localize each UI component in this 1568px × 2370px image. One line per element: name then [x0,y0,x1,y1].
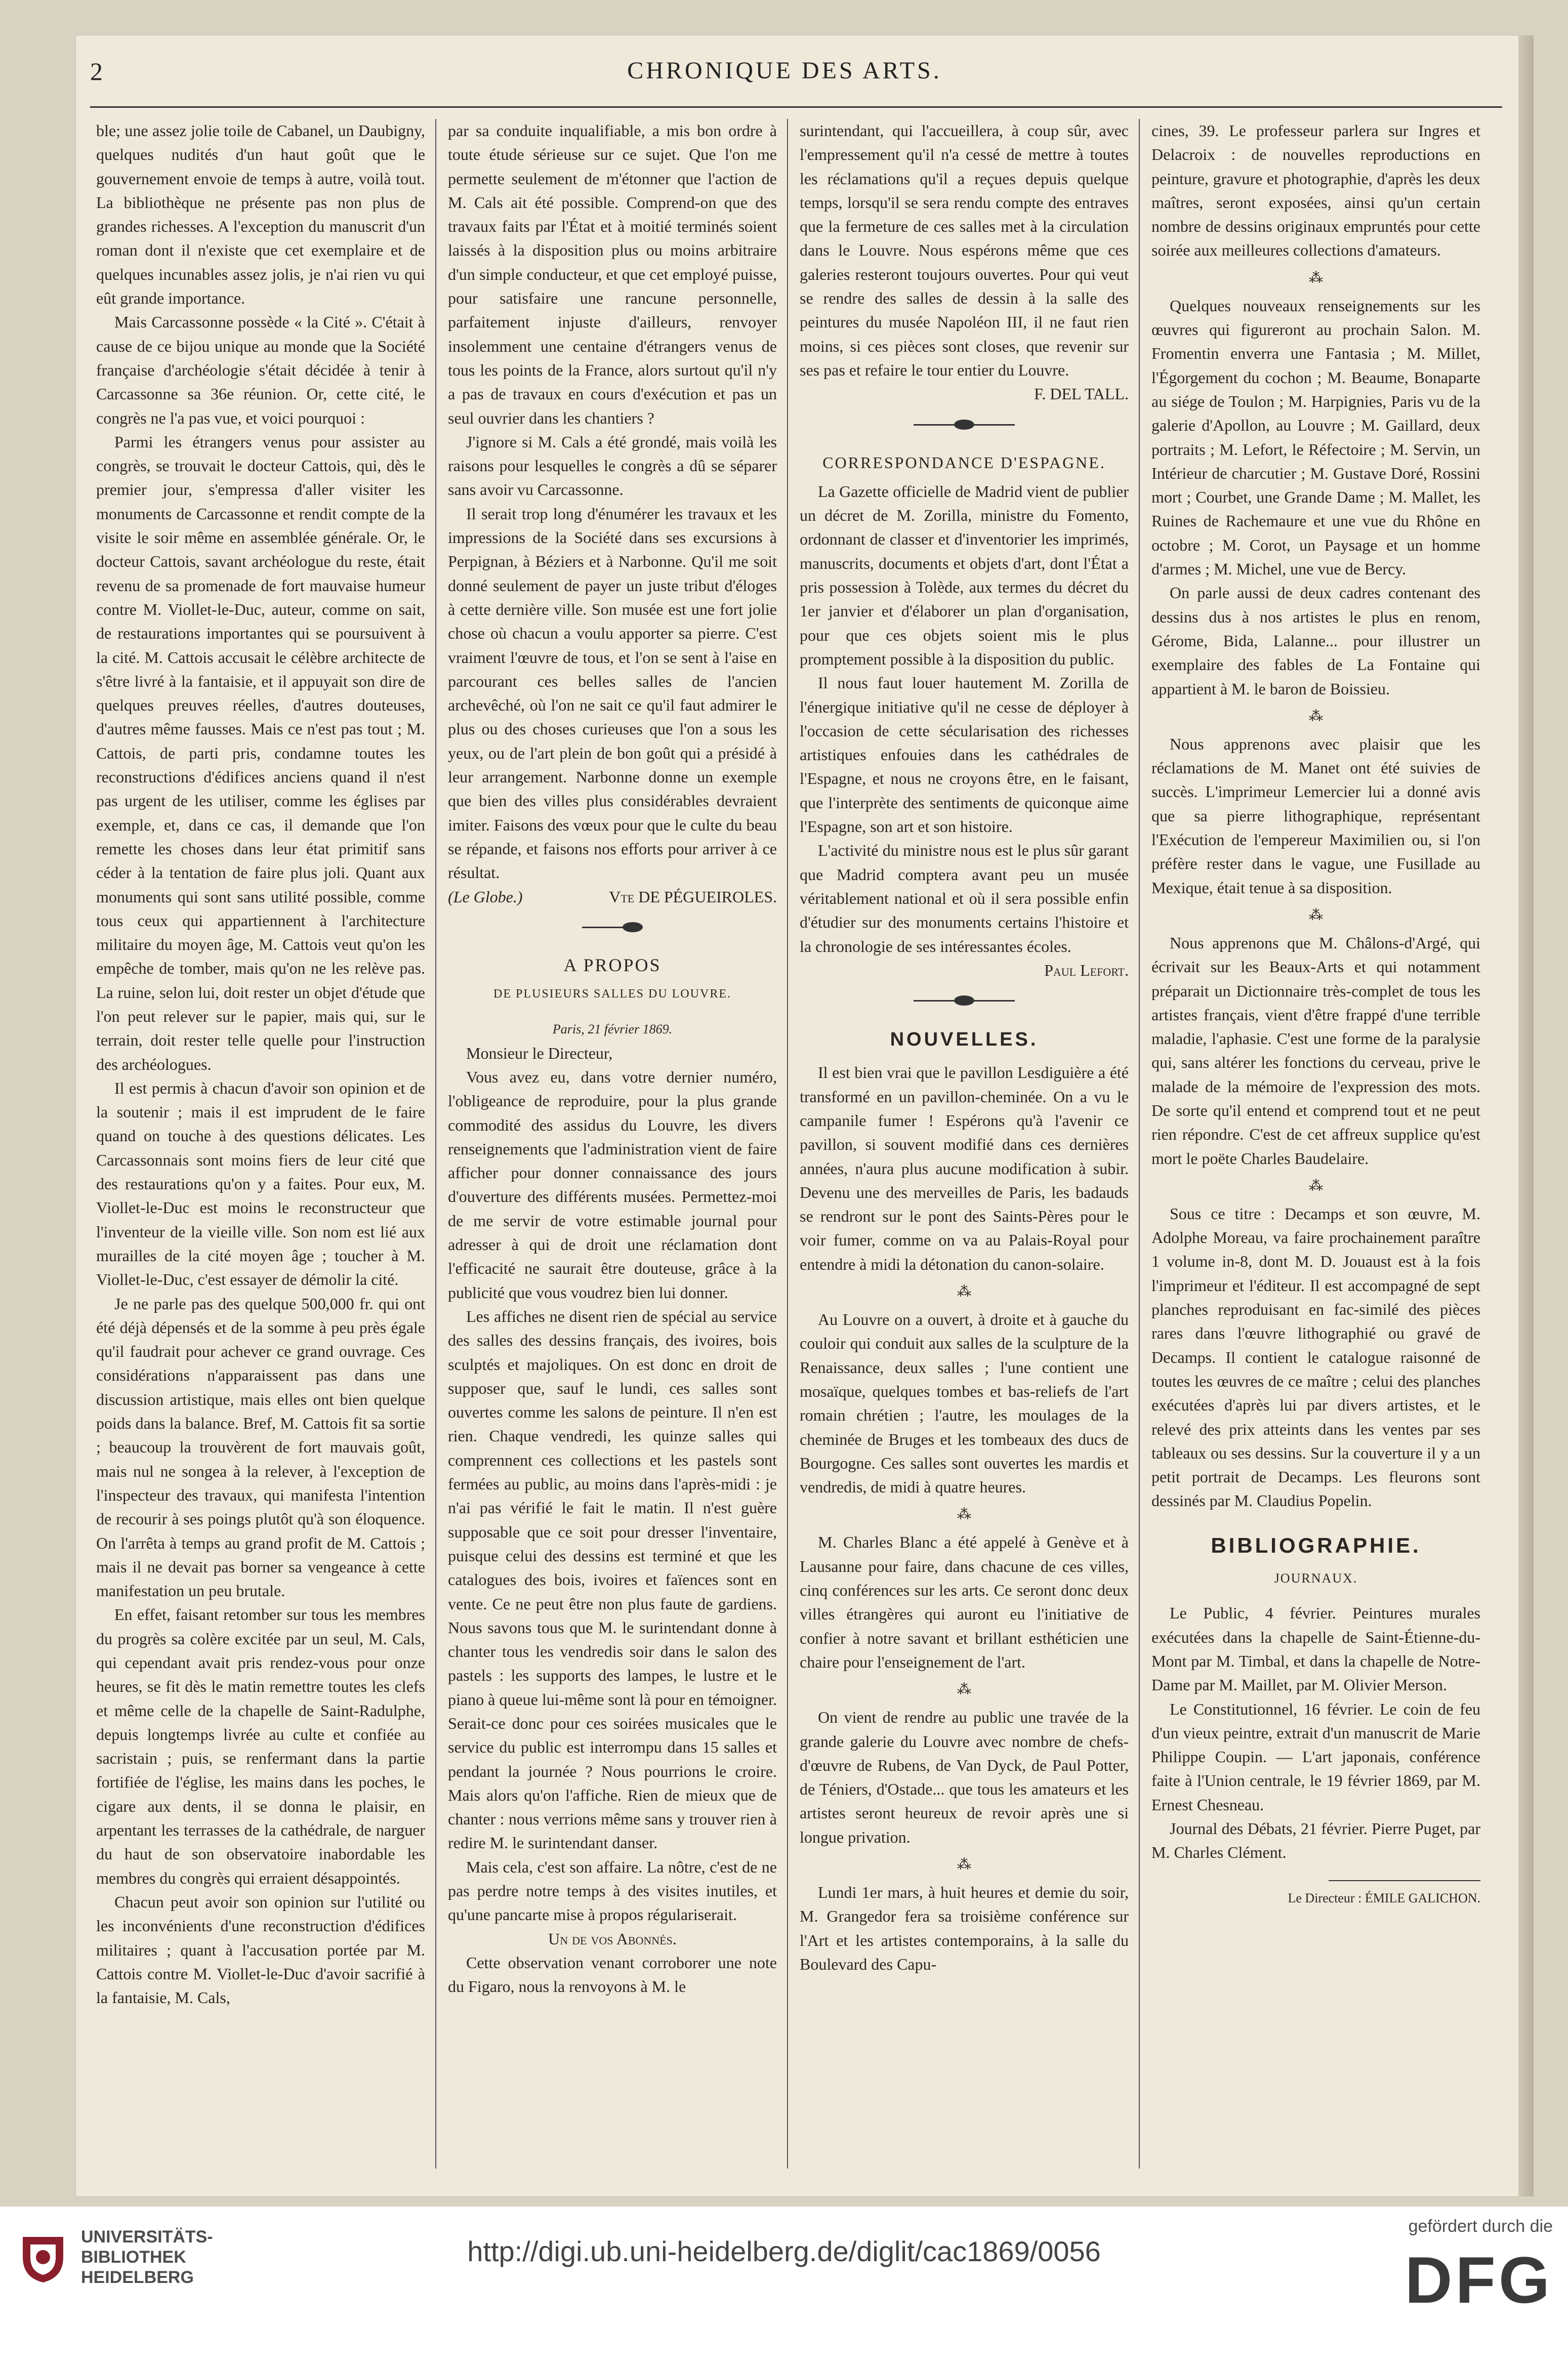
salutation: Monsieur le Directeur, [466,1044,613,1062]
col3-paragraph: La Gazette officielle de Madrid vient de publier un décret de M. Zorilla, ministre du Fomento, ordonnant de classer et d'inventorier les imprimés, manuscrits, documents et objets d'art, dont l'État a pris possession à Tolède, aux termes du décret du 1er janvier et d'élaborer un plan d'organisation, pour que ces objets soient mis le plus promptement possible à la disposition du public. [800,482,1129,668]
column-rule [1139,119,1140,2169]
col1-paragraph: ble; une assez jolie toile de Cabanel, un Daubigny, quelques nudités d'un haut goût que le gouvernement envoie de temps à autre, voilà tout. La bibliothèque ne présente pas non plus de grandes richesses. A l'exception du manuscrit d'un roman dont il n'existe que cet exemplaire et de quelques incunables assez jolis, je n'ai rien vu qui eût grande importance. [96,121,425,308]
signature-line [448,885,777,909]
digitization-footer [0,2207,1568,2370]
col2-paragraph: Cette observation venant corroborer une note du Figaro, nous la renvoyons à M. le [448,1953,777,1996]
column-rule [787,119,788,2169]
stars-separator: ⁂ [1309,270,1323,286]
section-heading-nouvelles: NOUVELLES. [890,1029,1039,1051]
col4-paragraph: cines, 39. Le professeur parlera sur Ingres et Delacroix : de nouvelles reproductions en peinture, gravure et photographie, d'après les deux maîtres, seront exposées, ainsi qu'un certain nombre de dessins originaux empruntés pour cette soirée aux meilleures collections d'amateurs. [1151,121,1480,260]
univ-line: BIBLIOTHEK [81,2248,186,2267]
column-2 [448,119,777,1999]
col2-paragraph: Les affiches ne disent rien de spécial au service des salles des dessins français, des ivoires, bois sculptés et majoliques. On est donc en droit de supposer que, sauf le lundi, ces salles sont ouvertes comme les salons de peinture. Il n'en est rien. Chaque vendredi, les quinze salles qui comprennent ces collections et les pastels sont fermées au public, au moins dans l'après-midi : je n'ai pas vérifié le fait le matin. Il n'est guère supposable que ce soit pour dresser l'inventaire, puisque celui des dessins est terminé et que les catalogues des bois, ivoires et faïences sont en vente. Ce ne peut être non plus faute de gardiens. Nous savons tous que M. le surintendant donne à chanter tous les vendredis soir dans le salon des pastels : les supports des lampes, le lustre et le piano à queue lui-même sont là pour en témoigner. Serait-ce donc pour ces soirées musicales que le service du public est interrompu dans 15 salles et pendant la journée ? Nous pourrions le croire. Mais alors qu'on l'affiche. Rien de mieux que de chanter : nous verrions même sans y trouver rien à redire M. le surintendant danser. [448,1307,777,1852]
subsection-heading-journaux: JOURNAUX. [1274,1571,1358,1586]
col4-paragraph: Le Constitutionnel, 16 février. Le coin de feu d'un vieux peintre, extrait d'un manuscrit de Marie Philippe Coupin. — L'art japonais, conférence faite à l'Union centrale, le 19 février 1869, par M. Ernest Chesneau. [1151,1699,1480,1814]
dfg-logo-icon: DFG [1405,2243,1553,2317]
column-3 [800,119,1129,1976]
page-header [76,52,1493,92]
funded-by-label: gefördert durch die [1408,2217,1553,2236]
col3-paragraph: surintendant, qui l'accueillera, à coup sûr, avec l'empressement qu'il n'a cessé de mettre à toutes les réclamations qu'il a reçues depuis quelque temps, lorsqu'il se sera rendu compte des entraves que la fermeture de ces salles met à la circulation dans le Louvre. Nous espérons même que ces galeries resteront toujours ouvertes. Pour qui veut se rendre des salles de dessin à la salle des peintures du musée Napoléon III, il ne faut rien moins, si ces pièces sont closes, que revenir sur ses pas et refaire le tour entier du Louvre. [800,121,1129,379]
col3-paragraph: On vient de rendre au public une travée de la grande galerie du Louvre avec nombre de chefs-d'œuvre de Rubens, de Van Dyck, de Paul Potter, de Téniers, d'Ostade... que tous les amateurs et les artistes seront heureux de revoir après une si longue privation. [800,1708,1129,1846]
page-number: 2 [90,57,103,86]
article-date: Paris, 21 février 1869. [552,1022,673,1037]
col1-paragraph: Il est permis à chacun d'avoir son opinion et de la soutenir ; mais il est imprudent de le faire quand on touche à des questions délicates. Les Carcassonnais sont moins fiers de leur cité que des restaurations qu'on y a faites. Pour eux, M. Viollet-le-Duc est moins le reconstructeur que l'inventeur de la vieille ville. Son nom est lié aux murailles de la cité moyen âge ; toucher à M. Viollet-le-Duc, c'est essayer de démolir la cité. [96,1078,425,1289]
stars-separator: ⁂ [1309,708,1323,724]
col3-paragraph: L'activité du ministre nous est le plus sûr garant que Madrid comptera avant peu un musée véritablement national et où il sera possible enfin d'étudier sur des monuments certains l'histoire et la chronologie de ses intéressantes écoles. [800,841,1129,955]
col4-paragraph: Nous apprenons que M. Châlons-d'Argé, qui écrivait sur les Beaux-Arts et qui notamment préparait un Dictionnaire très-complet de tous les artistes français, vient d'être frappé d'une terrible maladie, l'aphasie. C'est une forme de la paralysie qui, sans altérer les fonctions du cerveau, prive le malade de la mémoire de l'expression des mots. De sorte qu'il entend et comprend tout et ne peut rien répondre. C'est de cet affreux supplice qu'est mort le poëte Charles Baudelaire. [1151,933,1480,1168]
section-ornament [914,418,1015,432]
section-ornament [582,920,643,934]
col1-paragraph: En effet, faisant retomber sur tous les membres du progrès sa colère excitée par un seul, M. Cals, qui cependant avait pris rendez-vous pour onze heures, se fit dès le matin remettre toutes les clefs et même celle de la chapelle de Saint-Radulphe, depuis longtemps livrée au culte et confiée au sacristain ; puis, se renfermant dans la partie fortifiée de l'église, les mains dans les poches, le cigare aux dents, il se donna le plaisir, en arpentant les terrasses de la cathédrale, de narguer du haut de son observatoire inabordable les membres du congrès qui erraient désappointés. [96,1605,425,1887]
director-rule [1329,1880,1480,1881]
col1-paragraph: Je ne parle pas des quelque 500,000 fr. qui ont été déjà dépensés et de la somme à peu près égale qu'il faudrait pour achever ce grand ouvrage. Ces considérations n'apparaissent pas dans une discussion artistique, mais elles ont bien quelque poids dans la balance. Bref, M. Cattois fit sa sortie ; beaucoup la trouvèrent de fort mauvais goût, mais nul ne songea à la relever, à l'exception de l'inspecteur des travaux, qui manifesta l'intention de recourir à ses poings plutôt qu'à son éloquence. On l'arrêta à temps au grand profit de M. Cattois ; mais il ne devait pas borner sa vengeance à cette manifestation un peu brutale. [96,1294,425,1600]
col1-paragraph: Chacun peut avoir son opinion sur l'utilité ou les inconvénients d'une reconstruction d'édifices militaires ; quant à l'accusation portée par M. Cattois contre M. Viollet-le-Duc d'avoir sacrifié à la fantaisie, M. Cals, [96,1892,425,2007]
univ-line: HEIDELBERG [81,2268,194,2287]
stars-separator: ⁂ [1309,1178,1323,1194]
col2-paragraph: Il serait trop long d'énumérer les travaux et les impressions de la Société dans ses excursions à Perpignan, à Béziers et à Narbonne. Qu'il me soit donné seulement de payer un juste tribut d'éloges à cette dernière ville. Son musée est une fort jolie chose où chacun a voulu apporter sa pierre. C'est vraiment l'œuvre de tous, et l'on se sent à l'aise en parcourant ces belles salles de l'ancien archevêché, où l'on ne sait ce qu'il faut admirer le plus ou des choses curieuses que l'on a sous les yeux, ou de l'art plein de bon goût qui a présidé à leur arrangement. Narbonne donne un exemple que bien des villes plus considérables devraient imiter. Faisons des vœux pour que le culte du beau se répande, et faisons nos efforts pour arriver à ce résultat. [448,504,777,882]
col4-paragraph: Nous apprenons avec plaisir que les réclamations de M. Manet ont été suivies de succès. L'imprimeur Lemercier lui a donné avis que sa pierre lithographique, représentant l'Exécution de l'empereur Maximilien ou, si l'on préfère rester dans le vague, une Fusillade au Mexique, était tenue à sa disposition. [1151,734,1480,897]
signature: F. DEL TALL. [1034,385,1129,403]
col1-paragraph: Parmi les étrangers venus pour assister au congrès, se trouvait le docteur Cattois, qui, dès le premier jour, s'empressa d'aller visiter les monuments de Carcassonne et rendit compte de la visite le soir même en assemblée générale. Or, le docteur Cattois, savant archéologue du reste, était revenu de sa promenade de fort mauvaise humeur contre M. Viollet-le-Duc, auteur, comme on sait, de restaurations importantes qui se poursuivent à la cité. M. Cattois accusait le célèbre architecte de s'être livré à la fantaisie, et il appuyait son dire de quelques preuves réelles, d'autres douteuses, d'autres même fausses. Mais ce n'est pas tout ; M. Cattois, de parti pris, condamne toutes les reconstructions d'édifices anciens quand il n'est pas urgent de les utiliser, comme les églises par exemple, et, dans ce cas, il demande que l'on remette les choses dans leur état primitif sans céder à la tentation de faire plus joli. Quant aux monuments qui sont sans utilité possible, comme tous ceux qui appartiennent à l'architecture militaire du moyen âge, M. Cattois veut qu'on les empêche de tomber, mais qu'on ne les relève pas. La ruine, selon lui, doit rester un objet d'étude que l'on peut relever sur le papier, mais qui, sur le terrain, doit rester telle quelle pour l'instruction des archéologues. [96,432,425,1073]
stars-separator: ⁂ [957,1682,971,1698]
article-heading: CORRESPONDANCE D'ESPAGNE. [822,453,1106,472]
col2-paragraph: Mais cela, c'est son affaire. La nôtre, c'est de ne pas perdre notre temps à des visites inutiles, et qu'une pancarte mise à propos régulariserait. [448,1857,777,1924]
col4-paragraph: Quelques nouveaux renseignements sur les œuvres qui figureront au prochain Salon. M. Fromentin enverra une Fantasia ; M. Millet, l'Égorgement du cochon ; M. Beaume, Bonaparte au siége de Toulon ; M. Harpignies, Paris vu de la galerie d'Apollon, au Louvre ; M. Gaillard, deux portraits ; M. Lefort, le Réfectoire ; M. Servin, un Intérieur de charcutier ; M. Gustave Doré, Rossini mort ; Courbet, une Grande Dame ; M. Mallet, les Ruines de Rachemaure et une vue du Rhône en octobre ; M. Corot, un Paysage et un homme d'armes ; M. Michel, une vue de Bercy. [1151,296,1480,578]
stars-separator: ⁂ [957,1507,971,1523]
col3-paragraph: M. Charles Blanc a été appelé à Genève et à Lausanne pour faire, dans chacune de ces villes, cinq conférences sur les arts. Ce seront donc deux villes étrangères qui auront eu l'initiative de confier à notre savant et brillant esthéticien une chaire pour l'enseignement de l'art. [800,1533,1129,1671]
col2-paragraph: Vous avez eu, dans votre dernier numéro, l'obligeance de reproduire, pour la plus grande commodité des assidus du Louvre, les divers renseignements que l'administration vient de faire afficher pour donner connaissance des jours d'ouverture des différents musées. Permettez-moi de me servir de votre estimable journal pour adresser à qui de droit une réclamation dont l'efficacité ne saurait être douteuse, grâce à la publicité que vous voudrez bien lui donner. [448,1067,777,1302]
col4-paragraph: Le Public, 4 février. Peintures murales exécutées dans la chapelle de Saint-Étienne-du-Mont par M. Timbal, et dans la chapelle de Notre-Dame par M. Maillet, par M. Olivier Merson. [1151,1604,1480,1694]
column-rule [435,119,436,2169]
col4-paragraph: Journal des Débats, 21 février. Pierre Puget, par M. Charles Clément. [1151,1819,1480,1862]
col3-paragraph: Lundi 1er mars, à huit heures et demie du soir, M. Grangedor fera sa troisième conférence sur l'Art et les artistes contemporains, à la salle du Boulevard des Capu- [800,1883,1129,1973]
signature: Un de vos Abonnés. [548,1929,677,1948]
col2-paragraph: J'ignore si M. Cals a été grondé, mais voilà les raisons pour lesquelles le congrès a dû se séparer sans avoir vu Carcassonne. [448,432,777,499]
section-ornament [914,993,1015,1008]
col3-paragraph: Au Louvre on a ouvert, à droite et à gauche du couloir qui conduit aux salles de la sculpture de la Renaissance, deux salles ; l'une contient une mosaïque, quelques tombes et bas-reliefs de l'art romain chrétien ; l'autre, les moulages de la cheminée de Bruges et les tombeaux des ducs de Bourgogne. Ces salles sont ouvertes les mardis et vendredis, de midi à quatre heures. [800,1310,1129,1496]
article-subheading: DE PLUSIEURS SALLES DU LOUVRE. [493,987,731,1001]
article-heading: A PROPOS [563,954,662,975]
stars-separator: ⁂ [957,1284,971,1300]
stars-separator: ⁂ [957,1857,971,1873]
director-signature: Le Directeur : ÉMILE GALICHON. [1288,1890,1480,1905]
column-4 [1151,119,1480,1910]
signature: Paul Lefort. [1044,961,1129,979]
journal-title: CHRONIQUE DES ARTS. [627,57,942,84]
header-rule [90,106,1502,108]
newspaper-page [76,35,1518,2196]
stars-separator: ⁂ [1309,907,1323,923]
col1-paragraph: Mais Carcassonne possède « la Cité ». C'était à cause de ce bijou unique au monde que la Société française d'archéologie s'était décidée à tenir à Carcassonne sa 36e réunion. Or, cette cité, le congrès ne l'a pas vue, et voici pourquoi : [96,313,425,427]
source-url-link[interactable]: http://digi.ub.uni-heidelberg.de/diglit/cac1869/0056 [467,2235,1101,2267]
col3-paragraph: Il nous faut louer hautement M. Zorilla de l'énergique initiative qu'il ne cesse de déployer à l'occasion de cette sécularisation des richesses artistiques enfouies dans les cathédrales de l'Espagne, et nous ne croyons être, en le faisant, que l'interprète des sentiments de quiconque aime l'Espagne, son art et son histoire. [800,674,1129,836]
signature-source: (Le Globe.) [448,887,523,906]
signature-name: Vte DE PÉGUEIROLES. [609,887,777,906]
column-1 [96,119,425,2010]
section-heading-bibliographie: BIBLIOGRAPHIE. [1211,1533,1421,1557]
col4-paragraph: Sous ce titre : Decamps et son œuvre, M. Adolphe Moreau, va faire prochainement paraître 1 volume in-8, dont M. D. Jouaust est à la fois l'imprimeur et l'éditeur. Il est accompagné de sept planches reproduisant en fac-similé des pièces rares dans l'œuvre lithographié ou gravé de Decamps. Il contient le catalogue raisonné de toutes les œuvres de ce maître ; celui des planches exécutées d'après lui par divers artistes, et le relevé des prix atteints dans les ventes par ses tableaux ou ses dessins. Sur la couverture il y a un petit portrait de Decamps. Les fleurons sont dessinés par M. Claudius Popelin. [1151,1204,1480,1510]
col4-paragraph: On parle aussi de deux cadres contenant des dessins dus à nos artistes le plus en renom, Gérome, Bida, Lalanne... pour illustrer un exemplaire des fables de La Fontaine qui appartient à M. le baron de Boissieu. [1151,584,1480,698]
col3-paragraph: Il est bien vrai que le pavillon Lesdiguière a été transformé en un pavillon-cheminée. On a vu le campanile fumer ! Espérons qu'à l'avenir ce pavillon, si souvent modifié dans ces dernières années, n'aura plus aucune modification à subir. Devenu une des merveilles de Paris, les badauds se rendront sur le pont des Saints-Pères pour le voir fumer, comme on va au Palais-Royal pour entendre à midi la détonation du canon-solaire. [800,1063,1129,1273]
univ-line: UNIVERSITÄTS- [81,2227,213,2247]
col2-paragraph: par sa conduite inqualifiable, a mis bon ordre à toute étude sérieuse sur ce sujet. Que l'on me permette seulement de m'étonner que l'action de M. Cals ait été possible. Comprend-on que des travaux faits par l'État et à moitié terminés soient laissés à la disposition plus ou moins arbitraire d'un simple conducteur, et que cet employé puisse, pour satisfaire une rancune personnelle, parfaitement injuste d'ailleurs, renvoyer insolemment une centaine d'étrangers venus de tous les points de la France, alors surtout qu'il n'y a pas de travaux en cours d'exécution et pas un seul ouvrier dans les chantiers ? [448,121,777,427]
